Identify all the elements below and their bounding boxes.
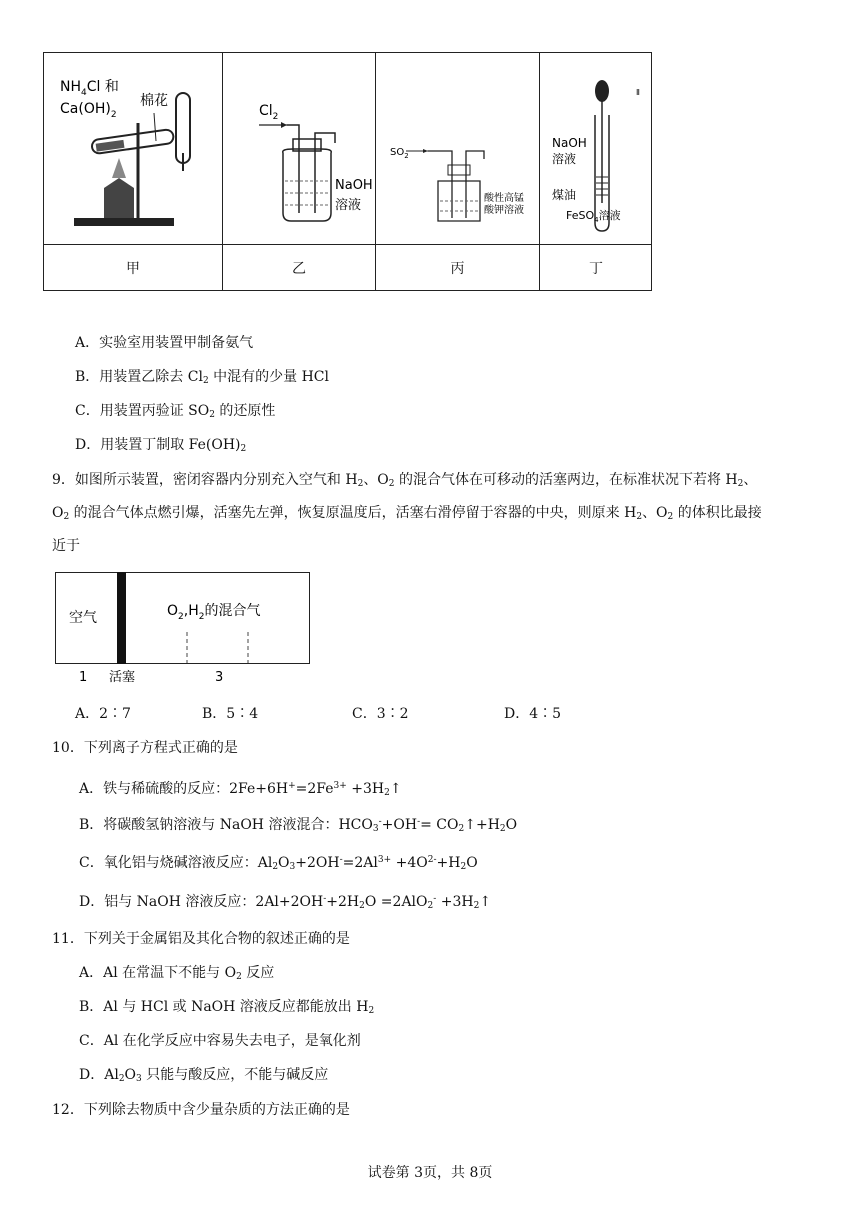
- q11-stem: 11．下列关于金属铝及其化合物的叙述正确的是: [52, 931, 350, 947]
- ding-feso4-label: FeSO: [566, 209, 595, 222]
- svg-text:NH4Cl 和: $NH_4Cl$ 和: [60, 79, 119, 98]
- q9-stem-line1: 9．如图所示装置，密闭容器内分别充入空气和 $H_2$、$O_2$ 的混合气体在可移动的活塞两边，在标准状况下若将 $H_2$、: [52, 472, 758, 489]
- apparatus-bing-figure: [376, 53, 539, 244]
- bing-solution-label: 酸性高锰: [484, 193, 524, 204]
- q9-option-d: D．4∶5: [504, 706, 562, 722]
- table-divider: [44, 244, 651, 245]
- yi-solution-label: NaOH: [335, 178, 373, 193]
- q8-option-b: B．用装置乙除去 $Cl_2$ 中混有的少量 HCl: [75, 369, 329, 386]
- q8-option-d: D．用装置丁制取 $Fe(OH)_2$: [75, 437, 247, 454]
- q10-stem: 10．下列离子方程式正确的是: [52, 740, 238, 756]
- bing-gas-label: SO: [390, 147, 405, 158]
- q10-option-a: A．铁与稀硫酸的反应：$2Fe+6H^+=2Fe^{3+}$ $+3H_2↑$: [79, 781, 402, 798]
- svg-text:O2,H2的混合气: $O_2,H_2$的混合气: [167, 603, 261, 622]
- piston-label: 活塞: [109, 670, 136, 685]
- svg-text:SO2: $SO_2$: [390, 147, 409, 160]
- q11-option-b: B．Al 与 HCl 或 NaOH 溶液反应都能放出 $H_2$: [79, 999, 375, 1016]
- mixture-label: O: [167, 603, 179, 619]
- q9-option-a: A．2∶7: [75, 706, 131, 722]
- q11-option-a: A．Al 在常温下不能与 $O_2$ 反应: [79, 965, 275, 982]
- ding-oil-label: 煤油: [552, 188, 577, 202]
- air-label: 空气: [69, 610, 97, 626]
- apparatus-jia-figure: [44, 53, 222, 244]
- caption-yi: 乙: [292, 261, 306, 277]
- svg-text:溶液: 溶液: [552, 152, 577, 166]
- caption-bing: 丙: [450, 261, 465, 277]
- svg-text:3: 3: [215, 670, 224, 685]
- cotton-label: 棉花: [140, 93, 168, 109]
- q9-stem-line3: 近于: [52, 538, 80, 554]
- q12-stem: 12．下列除去物质中含少量杂质的方法正确的是: [52, 1102, 350, 1118]
- svg-text:溶液: 溶液: [335, 198, 362, 213]
- q9-option-c: C．3∶2: [352, 706, 409, 722]
- ding-naoh-label: NaOH: [552, 136, 587, 150]
- svg-text:酸钾溶液: 酸钾溶液: [484, 205, 524, 216]
- svg-text:Cl2: $Cl_2$: [259, 103, 279, 122]
- q8-option-a: A．实验室用装置甲制备氨气: [75, 335, 254, 351]
- apparatus-ding-figure: [540, 53, 652, 244]
- q9-container-figure: [55, 572, 311, 688]
- q11-option-c: C．Al 在化学反应中容易失去电子，是氧化剂: [79, 1033, 361, 1049]
- apparatus-yi-figure: [223, 53, 375, 244]
- q10-option-c: C．氧化铝与烧碱溶液反应：$Al_2O_3+2OH^-=2Al^{3+} +4O^{2-}+H_2O$: [79, 855, 478, 872]
- svg-text:Ⅱ: Ⅱ: [636, 88, 640, 97]
- q9-stem-line2: $O_2$ 的混合气体点燃引爆，活塞先左弹，恢复原温度后，活塞右滑停留于容器的中央，则原来 $H_2$、$O_2$ 的体积比最接: [52, 505, 762, 522]
- svg-text:Ca(OH)2: $Ca(OH)_2$: [60, 101, 117, 120]
- apparatus-table: [43, 52, 652, 291]
- caption-ding: 丁: [589, 261, 603, 277]
- svg-text:1: 1: [79, 670, 88, 685]
- q10-option-b: B．将碳酸氢钠溶液与 NaOH 溶液混合：$HCO_3^-+OH^-=$ $CO_2↑+H_2O$: [79, 817, 518, 834]
- q11-option-d: D．$Al_2O_3$ 只能与酸反应，不能与碱反应: [79, 1067, 329, 1084]
- q9-option-b: B．5∶4: [202, 706, 259, 722]
- svg-text:FeSO4溶液: FeSO$_4$溶液: [566, 209, 621, 224]
- jia-reagent-label: NH: [60, 79, 81, 95]
- page-footer: 试卷第 3页，共 8页: [367, 1165, 493, 1181]
- yi-gas-label: Cl: [259, 103, 273, 119]
- q10-option-d: D．铝与 NaOH 溶液反应：$2Al+2OH^-+2H_2O =2AlO_2^-$ $+3H_2↑$: [79, 894, 492, 911]
- piston: [117, 572, 126, 664]
- caption-jia: 甲: [126, 261, 140, 277]
- q8-option-c: C．用装置丙验证 $SO_2$ 的还原性: [75, 403, 276, 420]
